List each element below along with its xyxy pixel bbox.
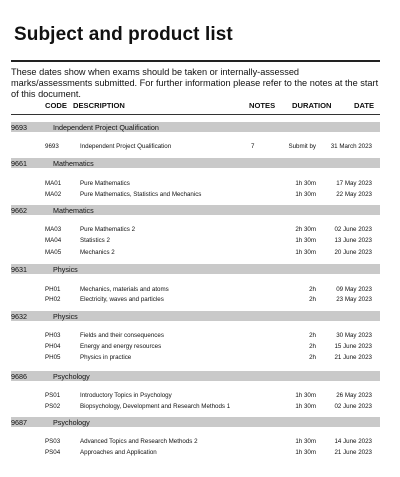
table-row [0,448,400,458]
subject-code: 9661 [11,159,27,168]
cell-duration: 1h 30m [295,403,316,410]
header-divider [11,114,380,115]
cell-date: 26 May 2023 [336,392,372,399]
column-header-date: DATE [354,101,375,110]
subject-name: Physics [53,265,78,274]
cell-code: PH02 [45,296,61,303]
table-row [0,285,400,295]
cell-duration: 1h 30m [295,237,316,244]
page-title: Subject and product list [14,24,233,45]
table-row [0,179,400,189]
cell-duration: 2h [309,354,316,361]
cell-date: 15 June 2023 [334,343,372,350]
subject-name: Psychology [53,418,90,427]
cell-date: 02 June 2023 [334,403,372,410]
cell-code: PS01 [45,392,61,399]
cell-duration: 2h [309,296,316,303]
subject-code: 9662 [11,206,27,215]
cell-code: PS03 [45,438,61,445]
cell-date: 21 June 2023 [334,354,372,361]
cell-title: Pure Mathematics, Statistics and Mechanics [80,191,202,198]
cell-duration: 1h 30m [295,438,316,445]
cell-duration: 2h [309,343,316,350]
subject-code: 9686 [11,372,27,381]
cell-title: Mechanics, materials and atoms [80,286,169,293]
cell-title: Electricity, waves and particles [80,296,164,303]
subject-band [11,417,380,427]
cell-title: Introductory Topics in Psychology [80,392,172,399]
subject-band [11,264,380,274]
subject-code: 9693 [11,123,27,132]
cell-date: 20 June 2023 [334,249,372,256]
cell-date: 22 May 2023 [336,191,372,198]
cell-notes: 7 [251,143,255,150]
subject-name: Physics [53,312,78,321]
cell-code: PH05 [45,354,61,361]
cell-code: MA03 [45,226,62,233]
cell-title: Advanced Topics and Research Methods 2 [80,438,198,445]
cell-date: 30 May 2023 [336,332,372,339]
cell-duration: 2h [309,286,316,293]
cell-title: Pure Mathematics 2 [80,226,136,233]
cell-date: 14 June 2023 [334,438,372,445]
table-row [0,225,400,235]
cell-code: PS02 [45,403,61,410]
subject-name: Independent Project Qualification [53,123,159,132]
cell-code: MA04 [45,237,62,244]
subject-name: Mathematics [53,206,94,215]
subject-name: Psychology [53,372,90,381]
column-header-notes: NOTES [249,101,276,110]
cell-duration: 1h 30m [295,249,316,256]
cell-title: Independent Project Qualification [80,143,172,150]
cell-code: PH01 [45,286,61,293]
cell-date: 13 June 2023 [334,237,372,244]
table-row [0,331,400,341]
cell-date: 17 May 2023 [336,180,372,187]
cell-duration: Submit by [288,143,316,150]
column-header-duration: DURATION [292,101,332,110]
table-row [0,342,400,352]
cell-code: MA01 [45,180,62,187]
cell-date: 31 March 2023 [330,143,372,150]
subject-band [11,205,380,215]
table-row [0,236,400,246]
cell-duration: 2h 30m [295,226,316,233]
cell-title: Biopsychology, Development and Research Methods 1 [80,403,231,410]
cell-date: 02 June 2023 [334,226,372,233]
intro-text: These dates show when exams should be taken or internally-assessed marks/assessments submitted. For further information please refer to the notes at the start of this document. [11,67,379,99]
cell-duration: 2h [309,332,316,339]
subject-code: 9631 [11,265,27,274]
cell-duration: 1h 30m [295,180,316,187]
cell-title: Pure Mathematics [80,180,130,187]
table-row [0,248,400,258]
cell-title: Mechanics 2 [80,249,115,256]
table-row [0,190,400,200]
cell-code: PS04 [45,449,61,456]
cell-code: PH04 [45,343,61,350]
table-row [0,437,400,447]
subject-code: 9632 [11,312,27,321]
subject-band [11,158,380,168]
table-row [0,142,400,152]
subject-name: Mathematics [53,159,94,168]
cell-date: 21 June 2023 [334,449,372,456]
subject-code: 9687 [11,418,27,427]
subject-band [11,122,380,132]
title-divider [11,60,380,62]
table-row [0,391,400,401]
cell-title: Statistics 2 [80,237,110,244]
cell-duration: 1h 30m [295,191,316,198]
cell-code: PH03 [45,332,61,339]
table-row [0,353,400,363]
subject-band [11,371,380,381]
table-row [0,402,400,412]
cell-duration: 1h 30m [295,392,316,399]
cell-code: MA05 [45,249,62,256]
table-row [0,295,400,305]
cell-title: Fields and their consequences [80,332,164,339]
cell-title: Approaches and Application [80,449,157,456]
cell-duration: 1h 30m [295,449,316,456]
subject-band [11,311,380,321]
cell-code: MA02 [45,191,62,198]
cell-date: 23 May 2023 [336,296,372,303]
cell-title: Energy and energy resources [80,343,162,350]
cell-title: Physics in practice [80,354,132,361]
column-header-code: CODE [45,101,67,110]
cell-date: 09 May 2023 [336,286,372,293]
cell-code: 9693 [45,143,59,150]
column-header-description: DESCRIPTION [73,101,125,110]
